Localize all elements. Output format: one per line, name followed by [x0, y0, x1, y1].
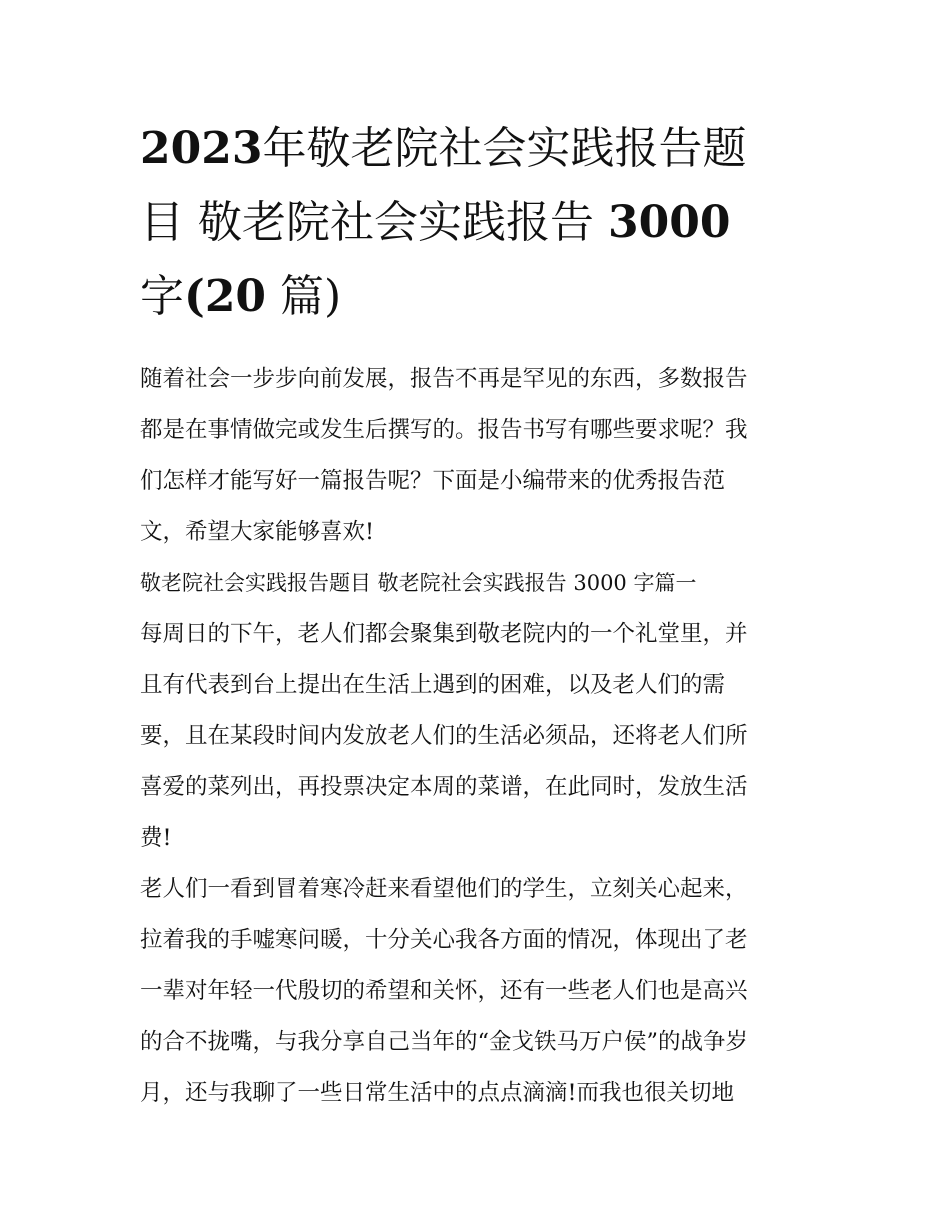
title-line-3: [140, 260, 820, 334]
body-line: 们怎样才能写好一篇报告呢？下面是小编带来的优秀报告范: [140, 468, 726, 494]
title-text-2: 目 敬老院社会实践报告: [140, 197, 608, 248]
body-line: 每周日的下午，老人们都会聚集到敬老院内的一个礼堂里，并: [140, 621, 748, 647]
title-line-1: [140, 112, 820, 186]
title-article-count: (20: [184, 271, 267, 322]
body-line: 老人们一看到冒着寒冷赶来看望他们的学生，立刻关心起来，: [140, 876, 748, 902]
document-title: [140, 112, 820, 334]
title-text-3: 字: [140, 271, 184, 322]
body-line: 都是在事情做完或发生后撰写的。报告书写有哪些要求呢？我: [140, 417, 748, 443]
body-line: 月，还与我聊了一些日常生活中的点点滴滴!而我也很关切地: [140, 1080, 735, 1106]
title-tail: 篇): [266, 271, 342, 322]
body-line: 拉着我的手嘘寒问暖，十分关心我各方面的情况，体现出了老: [140, 927, 748, 953]
title-word-count: 3000: [607, 197, 731, 248]
body-line: 要，且在某段时间内发放老人们的生活必须品，还将老人们所: [140, 723, 748, 749]
document-body: [140, 356, 830, 1121]
body-line: 的合不拢嘴，与我分享自己当年的“金戈铁马万户侯”的战争岁: [140, 1029, 749, 1055]
body-line: 且有代表到台上提出在生活上遇到的困难，以及老人们的需: [140, 672, 726, 698]
body-line: 喜爱的菜列出，再投票决定本周的菜谱，在此同时，发放生活: [140, 774, 748, 800]
body-line: 随着社会一步步向前发展，报告不再是罕见的东西，多数报告: [140, 366, 748, 392]
body-line: 一辈对年轻一代殷切的希望和关怀，还有一些老人们也是高兴: [140, 978, 748, 1004]
title-text-1: 年敬老院社会实践报告题: [262, 123, 747, 174]
title-line-2: [140, 186, 820, 260]
title-year: 2023: [140, 123, 263, 174]
body-line: 费!: [140, 825, 172, 851]
body-line: 文，希望大家能够喜欢!: [140, 519, 375, 545]
section-heading: 敬老院社会实践报告题目 敬老院社会实践报告 3000 字篇一: [140, 571, 697, 595]
